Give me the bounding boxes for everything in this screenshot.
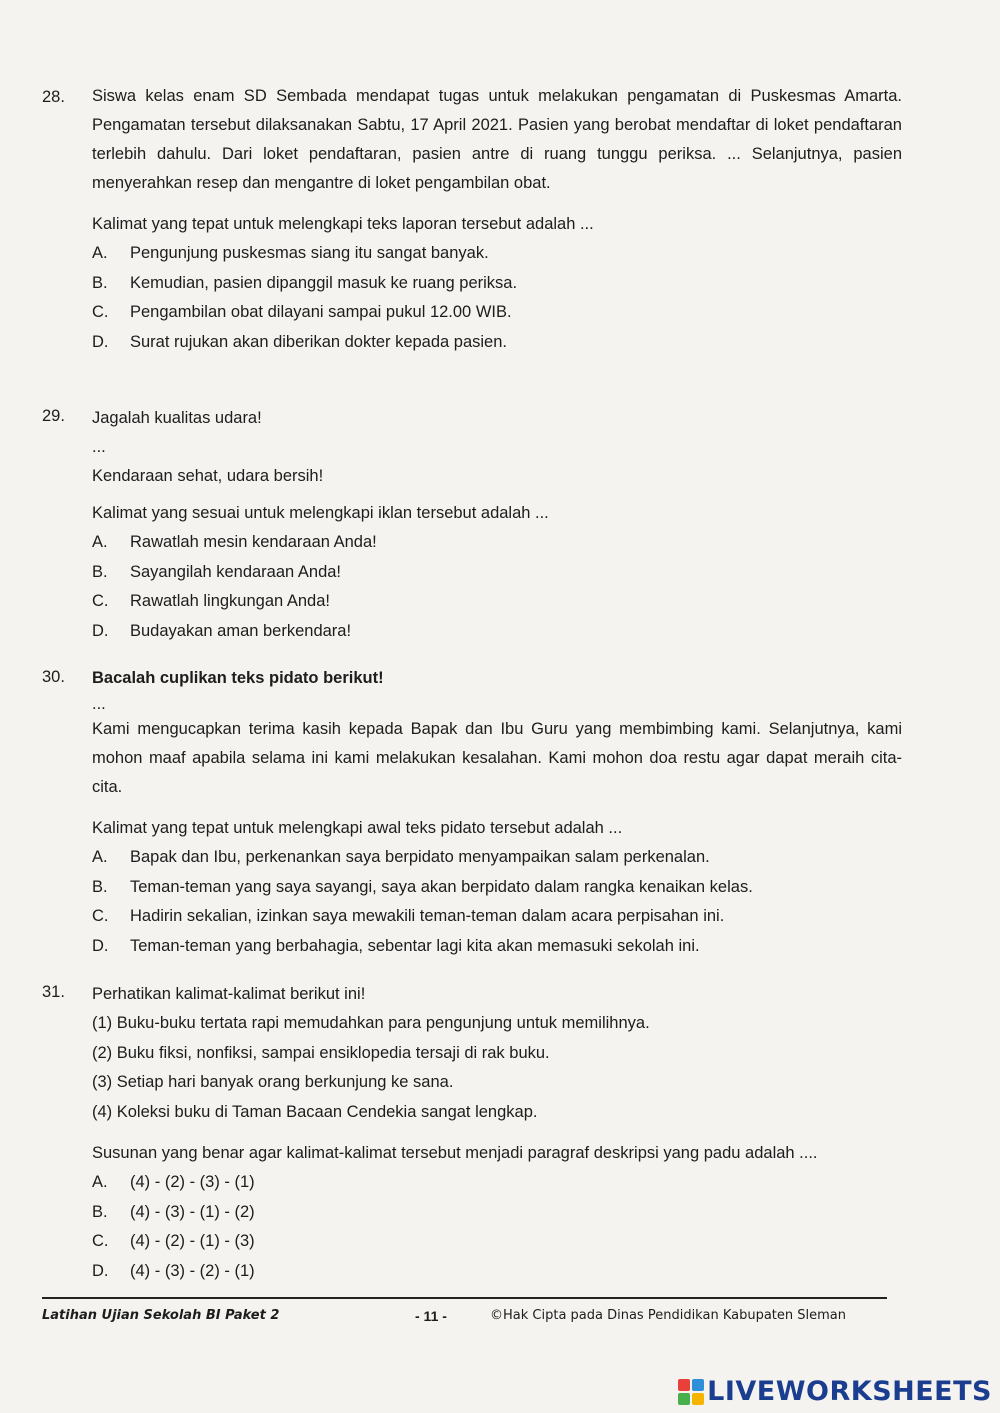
option-c[interactable]: C. Pengambilan obat dilayani sampai pukul 12.00 WIB. xyxy=(92,303,512,321)
options-list xyxy=(92,528,902,646)
ad-line-1: Jagalah kualitas udara! xyxy=(92,409,262,427)
footer-copyright: ©Hak Cipta pada Dinas Pendidikan Kabupaten Sleman xyxy=(490,1308,846,1323)
options-list xyxy=(92,843,902,961)
option-d[interactable]: D. Budayakan aman berkendara! xyxy=(92,621,352,640)
question-title: Perhatikan kalimat-kalimat berikut ini! xyxy=(92,985,366,1003)
option-b[interactable]: B. (4) - (3) - (1) - (2) xyxy=(92,1202,255,1221)
option-d[interactable]: D. Teman-teman yang berbahagia, sebentar lagi kita akan memasuki sekolah ini. xyxy=(92,936,700,955)
question-stem: Kalimat yang sesuai untuk melengkapi iklan tersebut adalah ... xyxy=(92,504,549,522)
ad-line-3: Kendaraan sehat, udara bersih! xyxy=(92,467,324,485)
question-title: Bacalah cuplikan teks pidato berikut! xyxy=(92,669,384,687)
footer-title: Latihan Ujian Sekolah BI Paket 2 xyxy=(42,1308,280,1323)
question-30 xyxy=(42,664,902,961)
option-a[interactable]: A. (4) - (2) - (3) - (1) xyxy=(92,1173,255,1191)
question-paragraph: Siswa kelas enam SD Sembada mendapat tugas untuk melakukan pengamatan di Puskesmas Amarta. Pengamatan tersebut dilaksanakan Sabtu, 17 April 2021. Pasien yang berobat mendaftar di loket pendaftaran terlebih dahulu. Dari loket pendaftaran, pasien antre di ruang tunggu periksa. ... Selanjutnya, pasien menyerahkan resep dan mengantre di loket pengambilan obat. xyxy=(92,87,902,192)
speech-paragraph: Kami mengucapkan terima kasih kepada Bapak dan Ibu Guru yang membimbing kami. Selanjutnya, kami mohon maaf apabila selama ini kami melakukan kesalahan. Kami mohon doa restu agar dapat meraih cita-cita. xyxy=(92,720,902,796)
option-d[interactable]: D. (4) - (3) - (2) - (1) xyxy=(92,1261,255,1280)
option-c[interactable]: C. Rawatlah lingkungan Anda! xyxy=(92,592,330,610)
question-number: 30. xyxy=(42,668,65,686)
question-stem: Kalimat yang tepat untuk melengkapi awal teks pidato tersebut adalah ... xyxy=(92,819,623,837)
option-a[interactable]: A. Bapak dan Ibu, perkenankan saya berpidato menyampaikan salam perkenalan. xyxy=(92,848,710,866)
ad-line-2: ... xyxy=(92,438,106,456)
option-b[interactable]: B. Teman-teman yang saya sayangi, saya akan berpidato dalam rangka kenaikan kelas. xyxy=(92,877,753,896)
speech-ellipsis: ... xyxy=(92,695,106,713)
option-b[interactable]: B. Kemudian, pasien dipanggil masuk ke ruang periksa. xyxy=(92,273,518,292)
liveworksheets-logo xyxy=(678,1376,992,1407)
question-stem: Susunan yang benar agar kalimat-kalimat tersebut menjadi paragraf deskripsi yang padu adalah .... xyxy=(92,1144,818,1162)
page-number: - 11 - xyxy=(415,1308,447,1324)
question-number: 29. xyxy=(42,407,65,425)
option-c[interactable]: C. (4) - (2) - (1) - (3) xyxy=(92,1232,255,1250)
option-b[interactable]: B. Sayangilah kendaraan Anda! xyxy=(92,562,342,581)
options-list xyxy=(92,239,902,357)
option-a[interactable]: A. Pengunjung puskesmas siang itu sangat banyak. xyxy=(92,244,489,262)
sentence-item: (1) Buku-buku tertata rapi memudahkan para pengunjung untuk memilihnya. xyxy=(92,1014,650,1032)
question-number: 28. xyxy=(42,88,65,106)
question-stem: Kalimat yang tepat untuk melengkapi teks laporan tersebut adalah ... xyxy=(92,215,594,233)
question-29 xyxy=(42,404,902,646)
sentence-item: (3) Setiap hari banyak orang berkunjung ke sana. xyxy=(92,1073,454,1091)
footer-divider xyxy=(42,1297,887,1299)
option-a[interactable]: A. Rawatlah mesin kendaraan Anda! xyxy=(92,533,377,551)
question-number: 31. xyxy=(42,983,65,1001)
options-list xyxy=(92,1168,902,1286)
sentence-list xyxy=(92,1009,902,1127)
question-31 xyxy=(42,980,902,1286)
option-d[interactable]: D. Surat rujukan akan diberikan dokter kepada pasien. xyxy=(92,332,507,351)
sentence-item: (2) Buku fiksi, nonfiksi, sampai ensiklopedia tersaji di rak buku. xyxy=(92,1043,550,1062)
option-c[interactable]: C. Hadirin sekalian, izinkan saya mewakili teman-teman dalam acara perpisahan ini. xyxy=(92,907,725,925)
liveworksheets-logo-text: LIVEWORKSHEETS xyxy=(707,1376,992,1407)
sentence-item: (4) Koleksi buku di Taman Bacaan Cendekia sangat lengkap. xyxy=(92,1102,538,1121)
question-28 xyxy=(42,82,902,357)
liveworksheets-logo-icon xyxy=(678,1379,704,1405)
